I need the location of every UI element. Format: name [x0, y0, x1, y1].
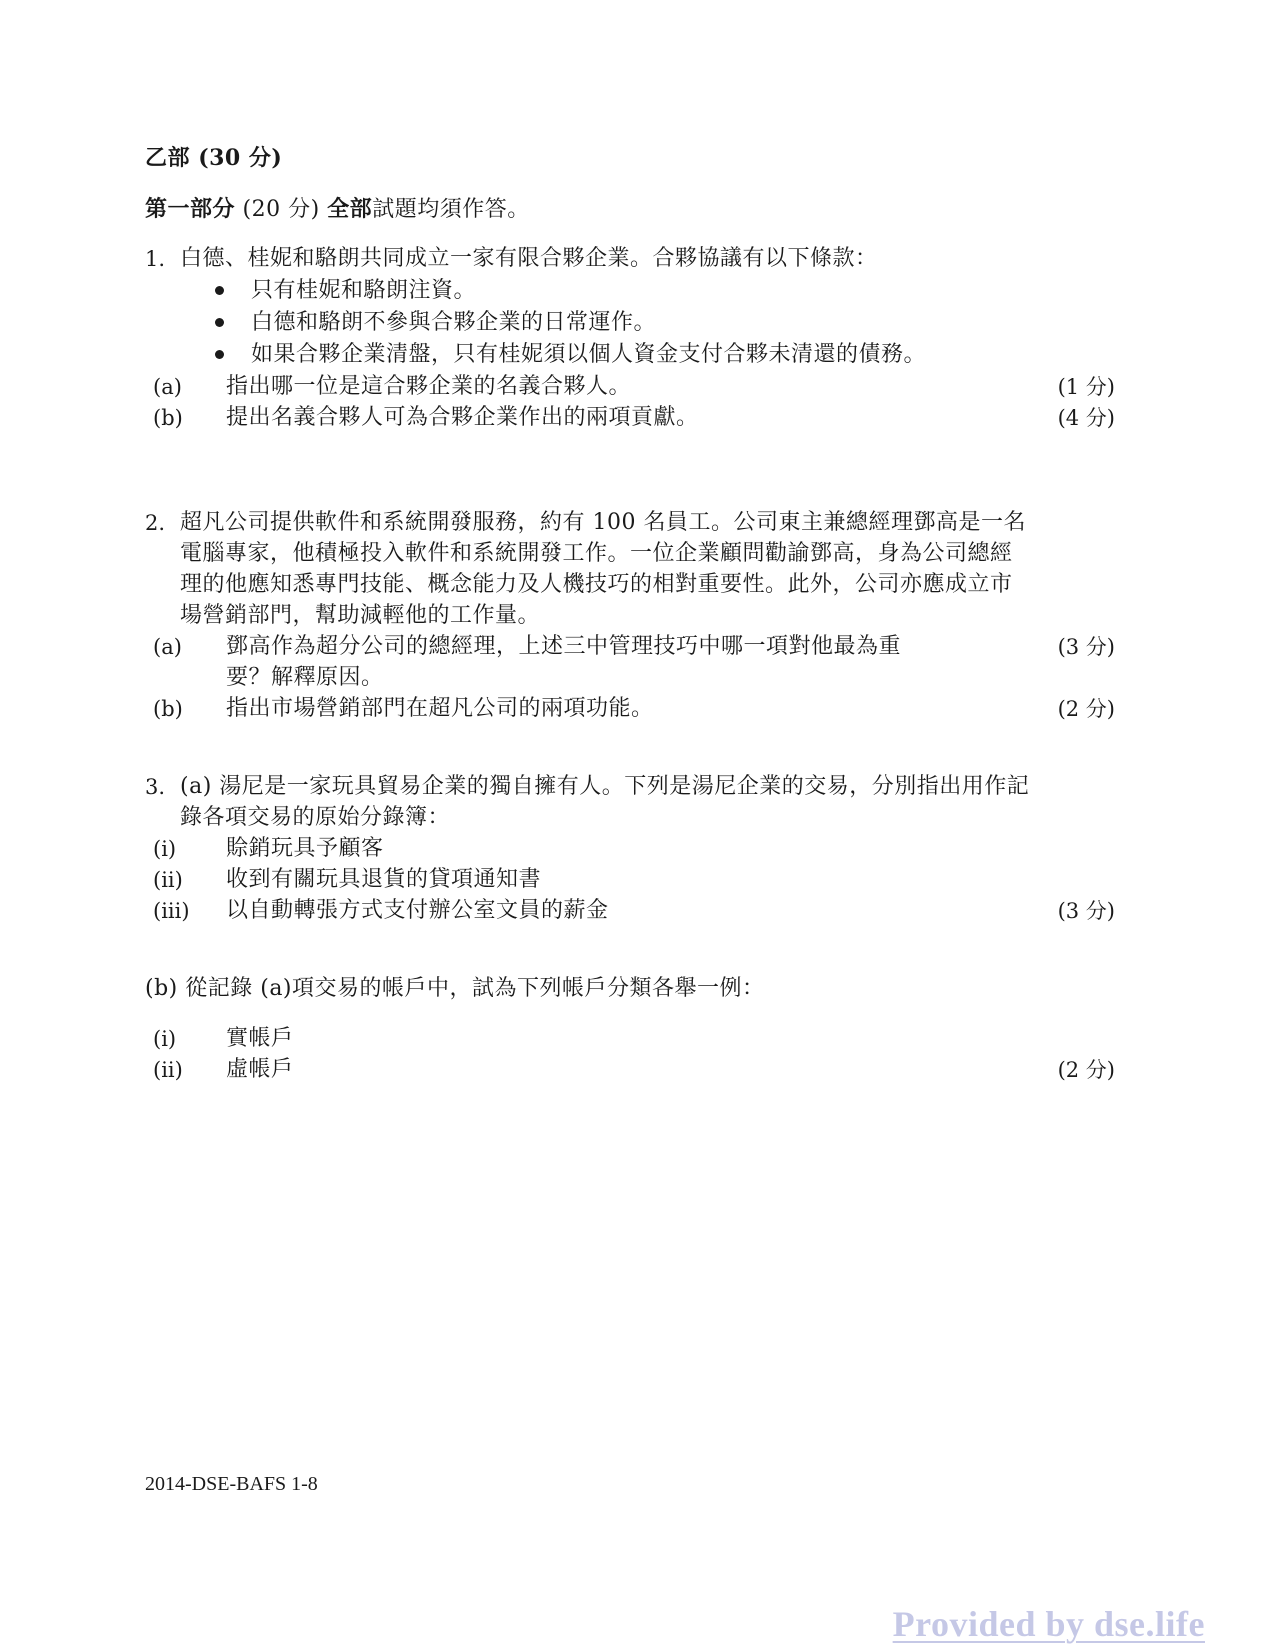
footer-code: 2014-DSE-BAFS 1-8 — [145, 1473, 318, 1495]
q2a-text-line-1: 鄧高作為超分公司的總經理，上述三中管理技巧中哪一項對他最為重 — [226, 634, 902, 659]
q3a-i-text: 賒銷玩具予顧客 — [226, 836, 384, 861]
q1a-label: (a) — [153, 375, 182, 399]
part1-all: 全部 — [327, 196, 373, 222]
q3a-marks: (3 分) — [1057, 899, 1115, 923]
q3b-ii-text: 虛帳戶 — [226, 1057, 294, 1082]
part1-score: (20 分) — [242, 197, 320, 222]
q2-stem-line-2: 電腦專家，他積極投入軟件和系統開發工作。一位企業顧問勸諭鄧高，身為公司總經 — [180, 541, 1013, 566]
q3a-stem-line-2: 錄各項交易的原始分錄簿： — [180, 805, 451, 830]
q3a-i-label: (i) — [153, 837, 177, 861]
q3b-i-text: 實帳戶 — [226, 1026, 294, 1051]
section-score: (30 分) — [198, 145, 283, 171]
q3a-ii-label: (ii) — [153, 868, 183, 892]
q1b-text: 提出名義合夥人可為合夥企業作出的兩項貢獻。 — [226, 405, 699, 430]
q3b-stem: (b) 從記錄 (a)項交易的帳戶中，試為下列帳戶分類各舉一例： — [145, 976, 765, 1001]
q2-stem-line-1: 超凡公司提供軟件和系統開發服務，約有 100 名員工。公司東主兼總經理鄧高是一名 — [180, 510, 1026, 535]
q3a-ii-text: 收到有關玩具退貨的貸項通知書 — [226, 867, 542, 892]
q1-bullet-2: 白德和駱朗不參與合夥企業的日常運作。 — [251, 310, 657, 335]
q2-number: 2. — [145, 511, 166, 535]
section-heading — [145, 143, 282, 173]
q1a-text: 指出哪一位是這合夥企業的名義合夥人。 — [226, 374, 632, 399]
watermark-prefix: Provided by — [892, 1604, 1095, 1644]
q2-stem-line-4: 場營銷部門，幫助減輕他的工作量。 — [180, 603, 541, 628]
q1-stem: 白德、桂妮和駱朗共同成立一家有限合夥企業。合夥協議有以下條款： — [180, 246, 878, 271]
q2-stem-line-3: 理的他應知悉專門技能、概念能力及人機技巧的相對重要性。此外，公司亦應成立市 — [180, 572, 1013, 597]
q1-bullet-1: 只有桂妮和駱朗注資。 — [251, 278, 477, 303]
q3-number: 3. — [145, 775, 166, 799]
part1-label: 第一部分 — [145, 196, 236, 222]
q1b-label: (b) — [153, 406, 183, 430]
q3b-marks: (2 分) — [1057, 1058, 1115, 1082]
q1a-marks: (1 分) — [1057, 375, 1115, 399]
part1-text: 試題均須作答。 — [372, 197, 530, 222]
bullet-icon — [215, 286, 224, 295]
q1-number: 1. — [145, 247, 166, 271]
q2b-label: (b) — [153, 697, 183, 721]
q2a-label: (a) — [153, 635, 182, 659]
q3a-stem-line-1: (a) 湯尼是一家玩具貿易企業的獨自擁有人。下列是湯尼企業的交易，分別指出用作記 — [180, 774, 1030, 799]
q1-bullet-3: 如果合夥企業清盤，只有桂妮須以個人資金支付合夥未清還的債務。 — [251, 342, 927, 367]
q3a-iii-text: 以自動轉張方式支付辦公室文員的薪金 — [226, 898, 609, 923]
watermark-site: dse.life — [1094, 1604, 1205, 1644]
bullet-icon — [215, 350, 224, 359]
q3a-iii-label: (iii) — [153, 899, 190, 923]
q3b-ii-label: (ii) — [153, 1058, 183, 1082]
bullet-icon — [215, 318, 224, 327]
q1b-marks: (4 分) — [1057, 406, 1115, 430]
watermark — [893, 1604, 1205, 1644]
part1-instruction — [145, 194, 530, 225]
section-title: 乙部 — [145, 145, 191, 171]
q2a-text-line-2: 要？解釋原因。 — [226, 665, 384, 690]
q3b-i-label: (i) — [153, 1027, 177, 1051]
q2b-text: 指出市場營銷部門在超凡公司的兩項功能。 — [226, 696, 654, 721]
q2b-marks: (2 分) — [1057, 697, 1115, 721]
q2a-marks: (3 分) — [1057, 635, 1115, 659]
